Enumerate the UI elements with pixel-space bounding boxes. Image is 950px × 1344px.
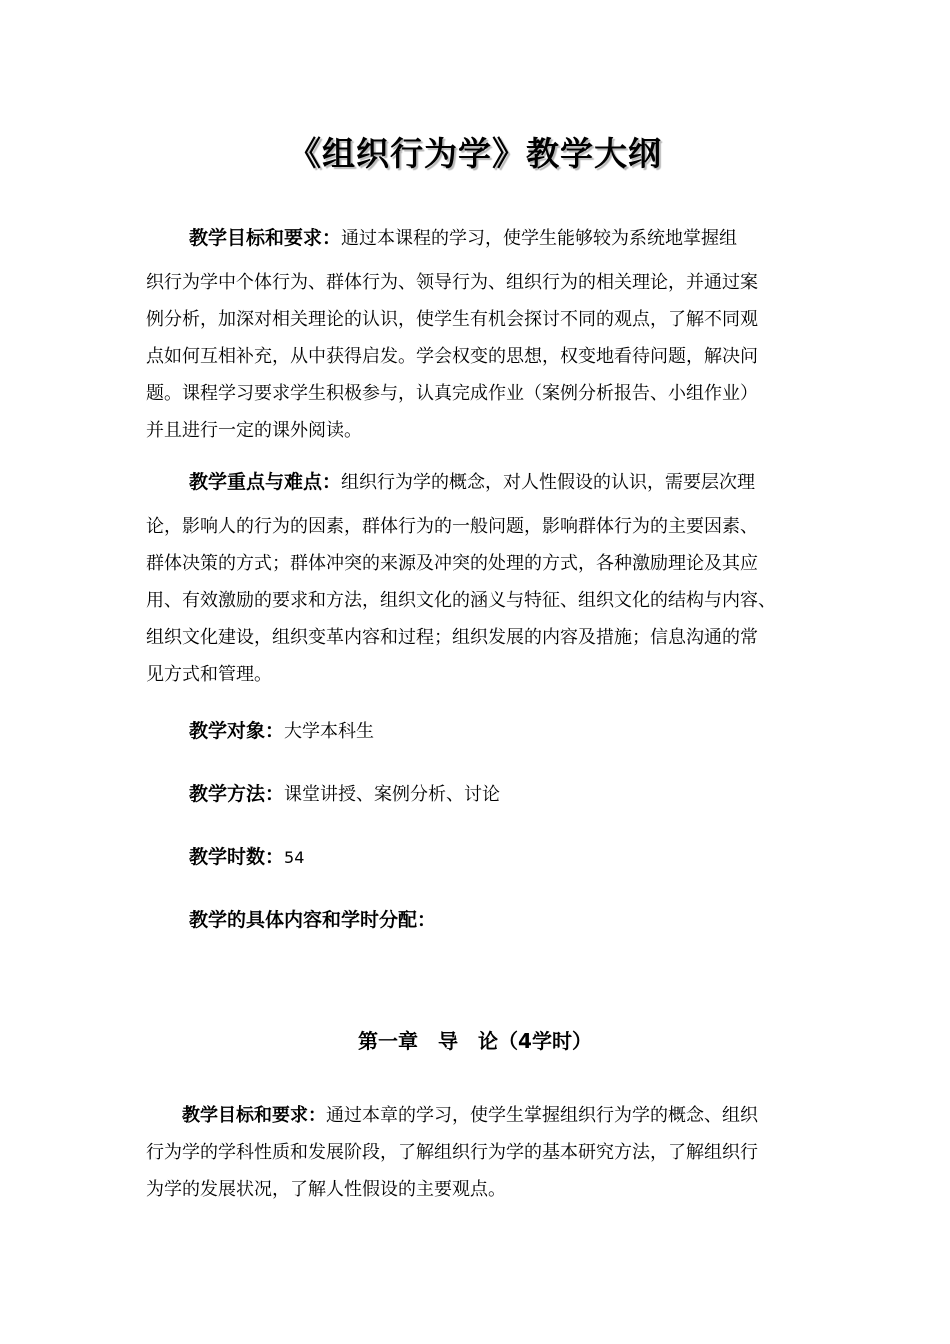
teaching-objectives-first-line	[146, 220, 814, 257]
audience-row	[189, 713, 374, 750]
key-points-text-line: 组织文化建设，组织变革内容和过程；组织发展的内容及措施；信息沟通的常	[146, 627, 758, 648]
chapter-1-objectives-text-line: 为学的发展状况，了解人性假设的主要观点。	[146, 1179, 506, 1200]
teaching-objectives-label: 教学目标和要求：	[189, 227, 342, 249]
teaching-objectives-text-line: 通过本课程的学习，使学生能够较为系统地掌握组	[341, 228, 738, 249]
key-points-text-line: 论，影响人的行为的因素，群体行为的一般问题，影响群体行为的主要因素、	[146, 516, 758, 537]
hours-label: 教学时数：	[189, 846, 285, 868]
teaching-objectives-text-line: 题。课程学习要求学生积极参与，认真完成作业（案例分析报告、小组作业）	[146, 383, 758, 404]
teaching-objectives-text-line: 织行为学中个体行为、群体行为、领导行为、组织行为的相关理论，并通过案	[146, 272, 758, 293]
chapter-1-objectives-text-line: 通过本章的学习，使学生掌握组织行为学的概念、组织	[326, 1105, 758, 1126]
hours-row	[189, 839, 304, 876]
teaching-objectives-text-line: 例分析，加深对相关理论的认识，使学生有机会探讨不同的观点，了解不同观	[146, 309, 758, 330]
document-title: 《组织行为学》教学大纲	[288, 134, 662, 173]
audience-label: 教学对象：	[189, 720, 285, 742]
audience-value: 大学本科生	[284, 721, 375, 742]
key-points-section	[146, 464, 814, 693]
teaching-objectives-text-line: 点如何互相补充，从中获得启发。学会权变的思想，权变地看待问题，解决问	[146, 346, 758, 367]
key-points-text-line: 群体决策的方式；群体冲突的来源及冲突的处理的方式，各种激励理论及其应	[146, 553, 758, 574]
chapter-1-heading: 第一章 导 论（4学时）	[358, 1029, 592, 1053]
key-points-text-line: 见方式和管理。	[146, 664, 272, 685]
methods-value: 课堂讲授、案例分析、讨论	[284, 784, 501, 805]
key-points-text-line: 用、有效激励的要求和方法，组织文化的涵义与特征、组织文化的结构与内容、	[146, 590, 776, 611]
hours-value: 54	[284, 848, 305, 867]
chapter-1-objectives-label: 教学目标和要求：	[182, 1105, 326, 1126]
methods-label: 教学方法：	[189, 783, 285, 805]
key-points-first-line	[146, 464, 814, 501]
chapter-1-objectives-first-line	[146, 1097, 814, 1134]
key-points-text-line: 组织行为学的概念，对人性假设的认识，需要层次理	[341, 472, 756, 493]
chapter-1-objectives-section	[146, 1097, 814, 1208]
chapter-1-objectives-text-line: 行为学的学科性质和发展阶段，了解组织行为学的基本研究方法，了解组织行	[146, 1142, 758, 1163]
teaching-objectives-text-line: 并且进行一定的课外阅读。	[146, 420, 362, 441]
content-heading: 教学的具体内容和学时分配：	[189, 909, 437, 931]
methods-row	[189, 776, 500, 813]
teaching-objectives-section	[146, 220, 814, 449]
key-points-label: 教学重点与难点：	[189, 471, 342, 493]
content-heading-row	[189, 902, 436, 939]
